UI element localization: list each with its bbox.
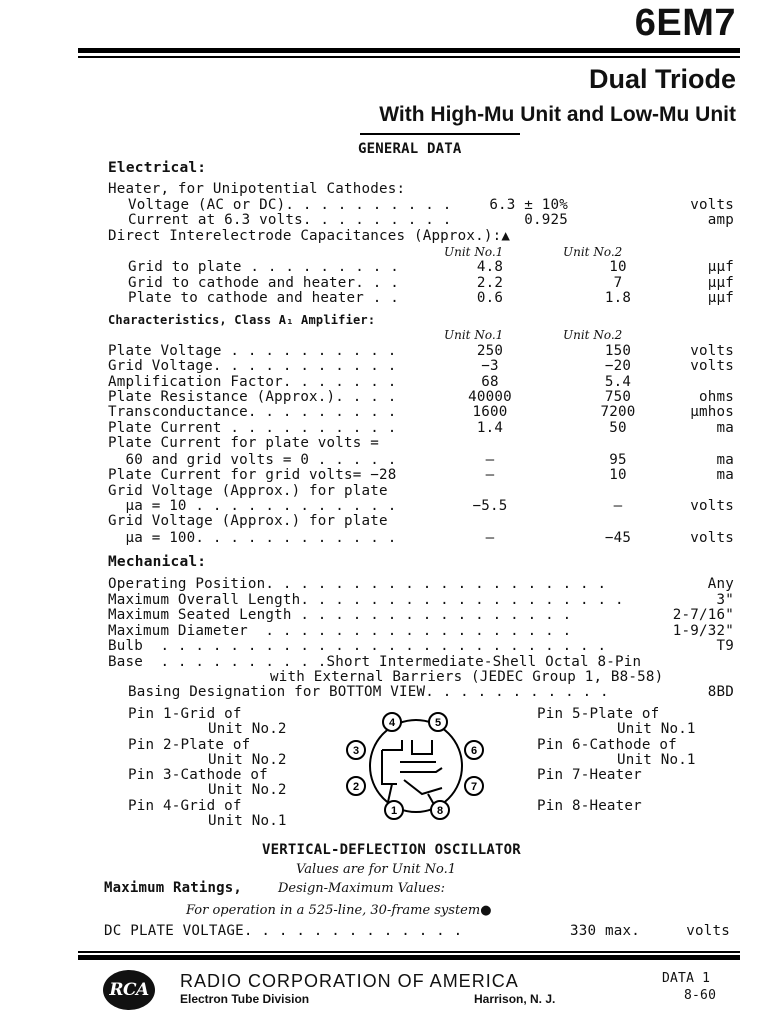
- unit1-value: –: [485, 467, 495, 483]
- unit1-value: 68: [481, 374, 499, 390]
- row-unit: μμf: [707, 259, 734, 275]
- row-unit: amp: [707, 212, 734, 228]
- unit1-value: 1.4: [476, 420, 504, 436]
- unit2-value: 1.8: [604, 290, 632, 306]
- row-unit: ma: [716, 452, 734, 468]
- pin-description: Pin 7-Heater: [537, 767, 642, 783]
- row-label: Transconductance. . . . . . . . .: [108, 404, 397, 420]
- row-value: 1-9/32": [672, 622, 734, 639]
- unit2-value: 95: [609, 452, 627, 468]
- row-label: Bulb . . . . . . . . . . . . . . . . . . . . . . . . . .: [108, 638, 607, 654]
- top-rule-thick: [78, 48, 740, 53]
- table-row: [0, 374, 768, 390]
- tube-type: Dual Triode: [588, 64, 736, 94]
- section-title: GENERAL DATA: [358, 141, 462, 157]
- table-row: [0, 389, 768, 405]
- row-label: μa = 10 . . . . . . . . . . . .: [108, 498, 397, 514]
- row-label: Maximum Diameter . . . . . . . . . . . . . . . . . .: [108, 622, 572, 639]
- row-label: Plate Current for plate volts =: [108, 435, 379, 451]
- table-row: [0, 483, 768, 499]
- table-row: [0, 420, 768, 436]
- char-unit2-header: Unit No.2: [563, 328, 623, 342]
- row-label: Plate Voltage . . . . . . . . . .: [108, 343, 397, 359]
- capacitance-label: Direct Interelectrode Capacitances (Approx.):▲: [108, 228, 511, 244]
- row-value: Any: [707, 576, 734, 592]
- unit1-value: −5.5: [472, 498, 508, 514]
- row-value: 3": [716, 591, 734, 608]
- unit1-value: –: [485, 530, 495, 546]
- table-row: [0, 498, 768, 514]
- unit2-value: 50: [609, 420, 627, 436]
- unit2-value: 5.4: [604, 374, 632, 390]
- unit1-value: 40000: [468, 389, 512, 405]
- row-label: Grid to plate . . . . . . . . .: [128, 259, 399, 275]
- unit1-value: –: [485, 452, 495, 468]
- cap-unit2-header: Unit No.2: [563, 245, 623, 259]
- table-row: [0, 623, 768, 639]
- row-label: Grid Voltage (Approx.) for plate: [108, 513, 388, 529]
- basing-value: 8BD: [707, 684, 734, 700]
- unit2-value: –: [613, 498, 623, 514]
- pin-description: Pin 3-Cathode of: [128, 767, 268, 783]
- unit2-value: 10: [609, 467, 627, 483]
- pin-7-label: 7: [470, 781, 478, 793]
- unit1-value: 250: [476, 343, 504, 359]
- data-label: DATA 1: [662, 971, 711, 986]
- row-unit: volts: [690, 530, 734, 546]
- data-date: 8-60: [684, 988, 717, 1003]
- unit2-value: −20: [604, 358, 632, 374]
- pin-2-label: 2: [352, 781, 360, 793]
- oscillator-note: Values are for Unit No.1: [296, 862, 456, 877]
- row-unit: ma: [716, 467, 734, 483]
- row-label: Grid Voltage. . . . . . . . . . .: [108, 358, 397, 374]
- table-row: [0, 197, 768, 213]
- unit1-value: 6.3 ± 10%: [489, 197, 568, 213]
- electrical-heading: Electrical:: [108, 160, 207, 176]
- table-row: [0, 592, 768, 608]
- subtitle: With High-Mu Unit and Low-Mu Unit: [379, 103, 736, 126]
- row-label: Maximum Seated Length . . . . . . . . . . . . . . . .: [108, 607, 572, 623]
- subtitle-underline: [360, 133, 520, 135]
- unit1-value: 1600: [472, 404, 508, 420]
- unit2-value: 10: [609, 259, 627, 275]
- row-value: 2-7/16": [672, 607, 734, 623]
- heater-label: Heater, for Unipotential Cathodes:: [108, 181, 406, 197]
- basing-label: Basing Designation for BOTTOM VIEW. . . . . . . . . . .: [128, 684, 609, 700]
- unit1-value: 0.925: [524, 212, 568, 228]
- table-row: [0, 275, 768, 291]
- unit1-value: 4.8: [476, 259, 504, 275]
- pin-unit: Unit No.1: [617, 721, 696, 737]
- table-row: [0, 290, 768, 306]
- unit2-value: 7: [613, 274, 623, 291]
- division-name: Electron Tube Division: [180, 992, 310, 1006]
- table-row: [0, 467, 768, 483]
- unit2-value: 150: [604, 343, 632, 359]
- unit2-value: −45: [604, 530, 632, 546]
- pin-description: Pin 5-Plate of: [537, 706, 660, 722]
- row-unit: volts: [690, 197, 734, 213]
- row-label: Plate Current . . . . . . . . . .: [108, 420, 397, 436]
- table-row: [0, 358, 768, 374]
- pin-unit: Unit No.1: [208, 812, 287, 829]
- ratings-bold: Maximum Ratings,: [104, 880, 243, 896]
- cap-unit1-header: Unit No.1: [444, 245, 504, 259]
- pin-unit: Unit No.2: [208, 751, 287, 768]
- base-circle: [370, 720, 462, 812]
- row-unit: μμf: [707, 290, 734, 306]
- base-line1: Base . . . . . . . . . .Short Intermediate-Shell Octal 8-Pin: [108, 654, 642, 670]
- row-label: 60 and grid volts = 0 . . . . .: [108, 452, 397, 468]
- pin-description: Pin 2-Plate of: [128, 736, 251, 753]
- table-row: [0, 259, 768, 275]
- pin-unit: Unit No.2: [208, 782, 287, 798]
- table-row: [0, 513, 768, 529]
- table-row: [0, 435, 768, 451]
- row-label: Plate to cathode and heater . .: [128, 290, 399, 306]
- base-line2: with External Barriers (JEDEC Group 1, B8-58): [270, 669, 664, 685]
- row-unit: μμf: [707, 274, 734, 291]
- company-name: RADIO CORPORATION OF AMERICA: [180, 971, 519, 991]
- basing-diagram: [342, 710, 492, 826]
- oscillator-heading: VERTICAL-DEFLECTION OSCILLATOR: [262, 842, 521, 858]
- bottom-rule-thick: [78, 955, 740, 960]
- row-label: Operating Position. . . . . . . . . . . . . . . . . . . .: [108, 576, 607, 592]
- row-unit: ma: [716, 420, 734, 436]
- row-value: T9: [716, 638, 734, 654]
- pin-5-label: 5: [434, 717, 442, 729]
- table-row: [0, 638, 768, 654]
- rca-logo: [103, 970, 155, 1010]
- pin-6-label: 6: [470, 745, 478, 757]
- pin-8-label: 8: [436, 805, 444, 817]
- pin-description: Pin 8-Heater: [537, 797, 642, 814]
- row-label: Grid Voltage (Approx.) for plate: [108, 483, 388, 499]
- char-unit1-header: Unit No.1: [444, 328, 504, 342]
- mechanical-heading: Mechanical:: [108, 554, 207, 570]
- row-unit: ohms: [699, 389, 734, 405]
- pin-unit: Unit No.2: [208, 721, 287, 737]
- row-label: μa = 100. . . . . . . . . . . .: [108, 530, 397, 546]
- unit2-value: 7200: [600, 404, 636, 420]
- pin-description: Pin 6-Cathode of: [537, 736, 677, 753]
- dc-plate-value: 330 max.: [570, 923, 640, 939]
- table-row: [0, 343, 768, 359]
- table-row: [0, 530, 768, 546]
- operation-note: For operation in a 525-line, 30-frame system●: [186, 903, 492, 918]
- pin-description: Pin 4-Grid of: [128, 797, 242, 814]
- pin-unit: Unit No.1: [617, 751, 696, 768]
- row-label: Current at 6.3 volts. . . . . . . . .: [128, 212, 452, 228]
- unit1-value: −3: [481, 358, 499, 374]
- pin-1-label: 1: [390, 805, 398, 817]
- table-row: [0, 404, 768, 420]
- internal-wiring: [382, 740, 442, 808]
- table-row: [0, 452, 768, 468]
- table-row: [0, 212, 768, 228]
- row-label: Plate Current for grid volts= −28: [108, 467, 397, 483]
- row-unit: μmhos: [690, 404, 734, 420]
- unit2-value: 750: [604, 389, 632, 405]
- row-label: Amplification Factor. . . . . . .: [108, 374, 397, 390]
- unit1-value: 0.6: [476, 290, 504, 306]
- pin-4-label: 4: [388, 717, 396, 729]
- row-label: Grid to cathode and heater. . .: [128, 274, 399, 291]
- dc-plate-label: DC PLATE VOLTAGE. . . . . . . . . . . . .: [104, 923, 463, 939]
- row-label: Maximum Overall Length. . . . . . . . . . . . . . . . . . .: [108, 591, 624, 608]
- row-unit: volts: [690, 343, 734, 359]
- row-label: Plate Resistance (Approx.). . . .: [108, 389, 397, 405]
- pin-3-label: 3: [352, 745, 360, 757]
- ratings-ital: Design-Maximum Values:: [278, 881, 445, 896]
- dc-plate-unit: volts: [686, 923, 730, 939]
- row-label: Voltage (AC or DC). . . . . . . . . .: [128, 197, 452, 213]
- tube-number: 6EM7: [634, 2, 736, 44]
- row-unit: volts: [690, 358, 734, 374]
- bottom-rule-thin: [78, 951, 740, 953]
- location: Harrison, N. J.: [474, 992, 556, 1006]
- characteristics-heading: Characteristics, Class A₁ Amplifier:: [108, 313, 376, 327]
- row-unit: volts: [690, 498, 734, 514]
- unit1-value: 2.2: [476, 274, 504, 291]
- pin-description: Pin 1-Grid of: [128, 706, 242, 722]
- rca-logo-text: RCA: [109, 980, 149, 1000]
- top-rule-thin: [78, 56, 740, 58]
- table-row: [0, 576, 768, 592]
- table-row: [0, 607, 768, 623]
